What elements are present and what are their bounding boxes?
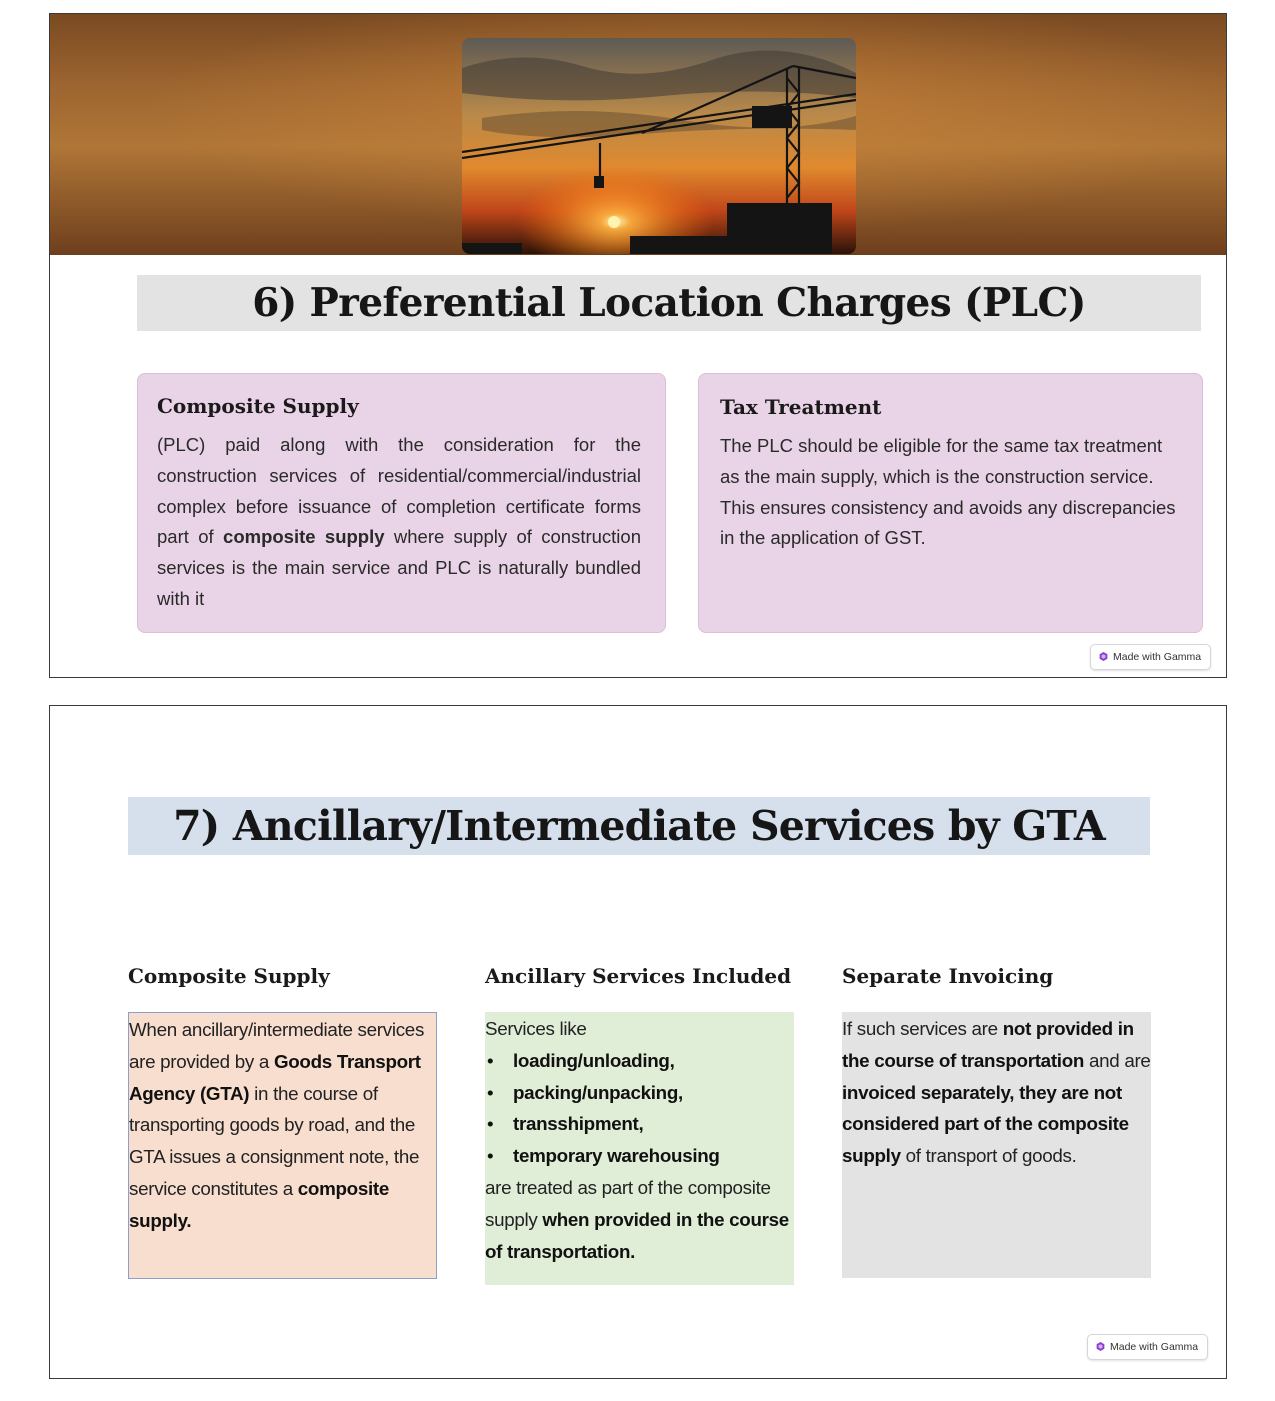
col3-text-1: If such services are bbox=[842, 1018, 1003, 1039]
made-with-gamma-badge[interactable] bbox=[1087, 1334, 1208, 1360]
badge-label: Made with Gamma bbox=[1113, 651, 1202, 663]
list-item bbox=[485, 1140, 794, 1172]
col1-bold-2: composite supply. bbox=[129, 1177, 390, 1231]
list-item bbox=[485, 1077, 794, 1109]
composite-text-bold: composite supply bbox=[223, 526, 385, 548]
composite-supply-text bbox=[157, 430, 641, 615]
composite-supply-box bbox=[128, 1012, 437, 1279]
col2-heading: Ancillary Services Included bbox=[485, 964, 792, 988]
gamma-logo-icon bbox=[1099, 652, 1108, 661]
composite-supply-card bbox=[137, 373, 666, 633]
col1-text-2: in the course of transporting goods by road, and the GTA issues a consignment note, the service constitutes a bbox=[129, 1082, 420, 1199]
list-item-label: loading/unloading, bbox=[513, 1049, 675, 1071]
col3-text-3: of transport of goods. bbox=[900, 1145, 1077, 1167]
bullet-icon: • bbox=[487, 1145, 494, 1167]
separate-invoicing-box bbox=[842, 1012, 1151, 1278]
col2-footer bbox=[485, 1172, 794, 1267]
composite-text-part2: where supply of construction services is the main service and PLC is naturally bundled with it bbox=[157, 526, 641, 609]
composite-supply-heading: Composite Supply bbox=[157, 394, 359, 418]
tax-treatment-card bbox=[698, 373, 1203, 633]
col1-heading: Composite Supply bbox=[128, 964, 330, 988]
slide7-title: 7) Ancillary/Intermediate Services by GTA bbox=[128, 797, 1150, 855]
list-item-label: temporary warehousing bbox=[513, 1145, 720, 1167]
list-item-label: packing/unpacking, bbox=[513, 1081, 683, 1103]
col2-intro: Services like bbox=[485, 1018, 587, 1039]
slide-gta bbox=[49, 705, 1227, 1379]
col2-text-1: are treated as part of the composite supply bbox=[485, 1176, 771, 1230]
crane-sunset-image bbox=[462, 38, 856, 254]
composite-text-part1: (PLC) paid along with the consideration for the construction services of residential/commercial/industrial complex before issuance of completion certificate forms part of bbox=[157, 434, 641, 548]
col1-text-1: When ancillary/intermediate services are provided by a bbox=[129, 1019, 425, 1072]
bullet-icon: • bbox=[487, 1049, 494, 1071]
list-item bbox=[485, 1108, 794, 1140]
header-banner bbox=[50, 14, 1226, 255]
bullet-icon: • bbox=[487, 1113, 494, 1135]
col2-bold-1: when provided in the course of transportation. bbox=[485, 1208, 789, 1262]
col3-bold-1: not provided in the course of transportation bbox=[842, 1018, 1134, 1071]
services-list bbox=[485, 1045, 794, 1172]
slide-plc bbox=[49, 13, 1227, 678]
slide6-title: 6) Preferential Location Charges (PLC) bbox=[137, 275, 1201, 331]
col1-bold-1: Goods Transport Agency (GTA) bbox=[129, 1050, 421, 1104]
list-item bbox=[485, 1045, 794, 1077]
tax-treatment-text: The PLC should be eligible for the same tax treatment as the main supply, which is the construction service. This ensures consistency and avoids any discrepancies in the application of GST. bbox=[720, 435, 1176, 549]
ancillary-services-box bbox=[485, 1012, 794, 1285]
gamma-logo-icon bbox=[1096, 1342, 1105, 1351]
construction-crane-photo bbox=[462, 38, 856, 254]
col3-bold-2: invoiced separately, they are not considered part of the composite supply bbox=[842, 1081, 1129, 1167]
tax-treatment-heading: Tax Treatment bbox=[720, 395, 882, 419]
col3-heading: Separate Invoicing bbox=[842, 964, 1054, 988]
list-item-label: transshipment, bbox=[513, 1113, 644, 1135]
bullet-icon: • bbox=[487, 1081, 494, 1103]
badge-label: Made with Gamma bbox=[1110, 1341, 1199, 1353]
col3-text-2: and are bbox=[1084, 1049, 1151, 1071]
made-with-gamma-badge[interactable] bbox=[1090, 644, 1211, 670]
